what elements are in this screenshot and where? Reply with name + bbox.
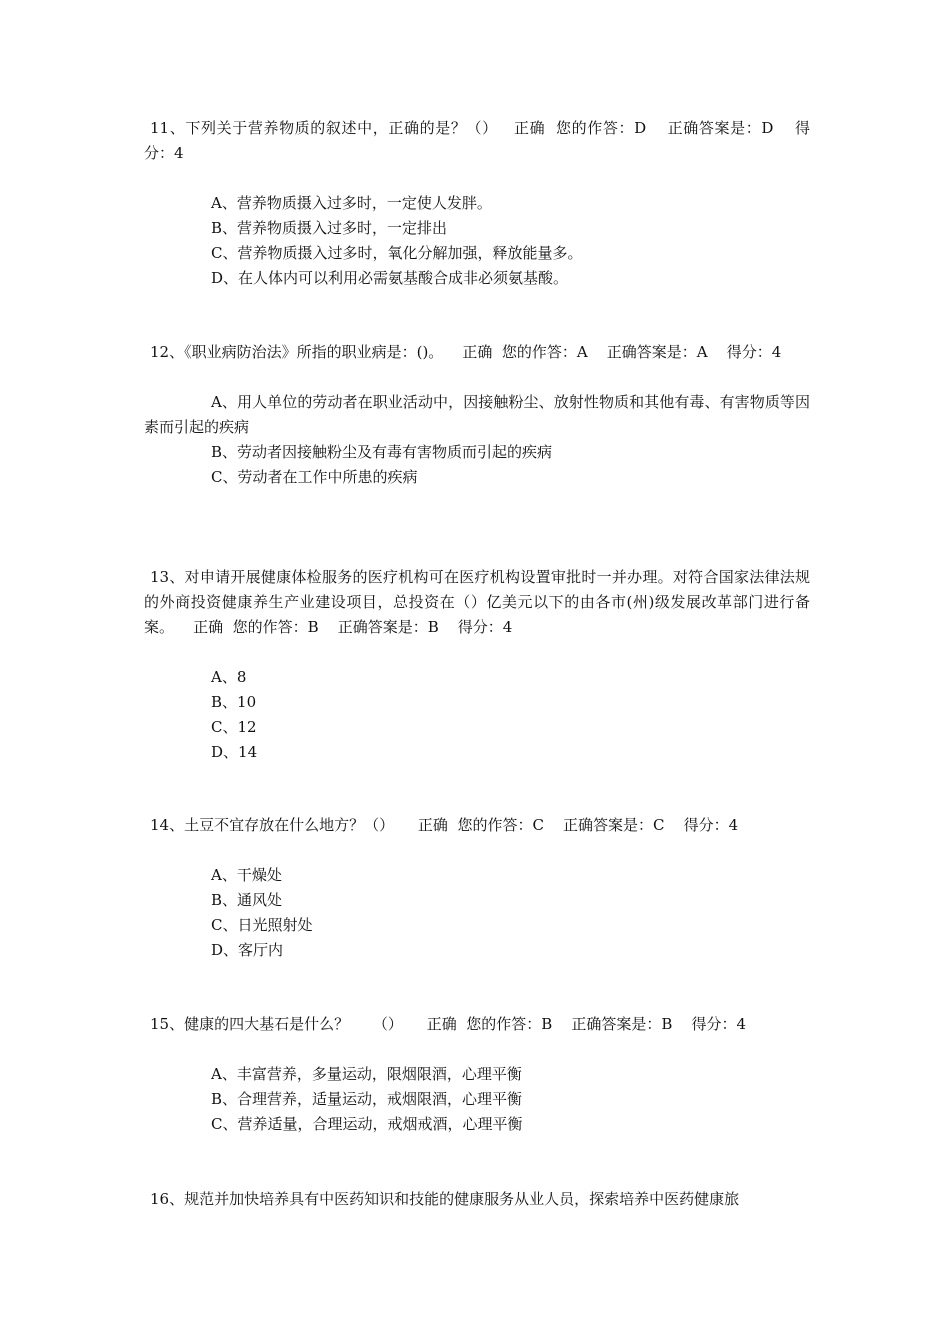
question-16: [144, 1187, 810, 1212]
option-a: A、营养物质摄入过多时，一定使人发胖。: [211, 194, 492, 212]
option-b: B、通风处: [211, 891, 283, 909]
option-c: C、劳动者在工作中所患的疾病: [211, 468, 418, 486]
option-d: D、在人体内可以利用必需氨基酸合成非必须氨基酸。: [211, 269, 569, 287]
option-a: A、用人单位的劳动者在职业活动中，因接触粉尘、放射性物质和其他有毒、有害物质等因素而引起的疾病: [144, 393, 810, 436]
question-14: [144, 813, 810, 963]
options-list: [144, 1062, 810, 1137]
question-text: 15、健康的四大基石是什么？ （） 正确 您的作答：B 正确答案是：B 得分：4: [150, 1015, 747, 1033]
option-c: C、营养适量，合理运动，戒烟戒酒，心理平衡: [211, 1115, 523, 1133]
question-11: [144, 116, 810, 291]
option-b: B、营养物质摄入过多时，一定排出: [211, 219, 448, 237]
options-list: [144, 191, 810, 291]
options-list: [144, 665, 810, 765]
question-text: 16、规范并加快培养具有中医药知识和技能的健康服务从业人员，探索培养中医药健康旅: [150, 1190, 740, 1208]
options-list: [144, 390, 810, 490]
option-d: D、14: [211, 743, 258, 761]
question-12: [144, 340, 810, 490]
question-text: 11、下列关于营养物质的叙述中，正确的是？（） 正确 您的作答：D 正确答案是：D 得分：4: [144, 119, 810, 162]
question-15: [144, 1012, 810, 1137]
option-b: B、合理营养，适量运动，戒烟限酒，心理平衡: [211, 1090, 523, 1108]
option-d: D、客厅内: [211, 941, 284, 959]
option-b: B、劳动者因接触粉尘及有毒有害物质而引起的疾病: [211, 443, 553, 461]
question-text: 14、土豆不宜存放在什么地方？（） 正确 您的作答：C 正确答案是：C 得分：4: [150, 816, 739, 834]
option-b: B、10: [211, 693, 257, 711]
option-a: A、丰富营养，多量运动，限烟限酒，心理平衡: [211, 1065, 522, 1083]
option-c: C、12: [211, 718, 257, 736]
option-a: A、干燥处: [211, 866, 282, 884]
option-c: C、营养物质摄入过多时，氧化分解加强，释放能量多。: [211, 244, 583, 262]
option-c: C、日光照射处: [211, 916, 313, 934]
question-13: [144, 565, 810, 765]
question-text: 12、《职业病防治法》所指的职业病是：()。 正确 您的作答：A 正确答案是：A 得分：4: [150, 343, 782, 361]
question-text: 13、对申请开展健康体检服务的医疗机构可在医疗机构设置审批时一并办理。对符合国家法律法规的外商投资健康养生产业建设项目，总投资在（）亿美元以下的由各市(州)级发展改革部门进行备案。 正确 您的作答：B 正确答案是：B 得分：4: [144, 568, 810, 636]
options-list: [144, 863, 810, 963]
option-a: A、8: [211, 668, 247, 686]
